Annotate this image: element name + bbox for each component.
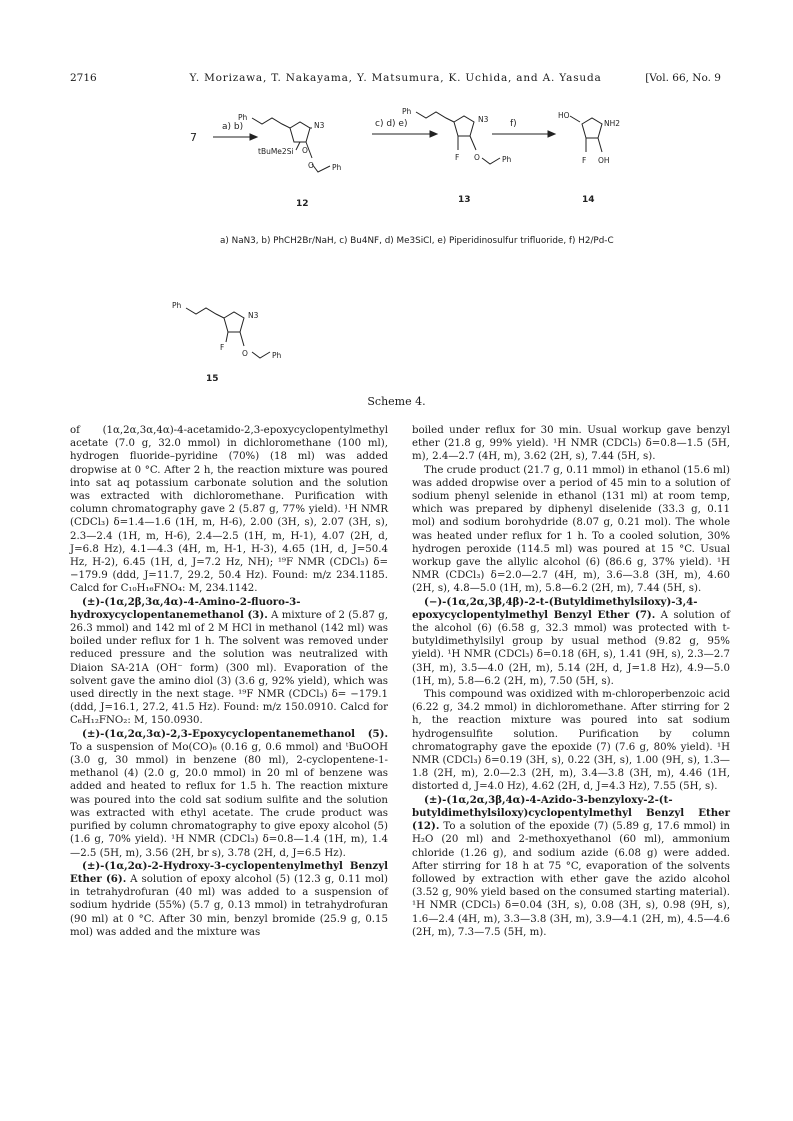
compound-15-number: 15 <box>206 374 219 384</box>
azide-label: N3 <box>314 121 325 130</box>
reaction-arrow-3-head <box>548 131 555 137</box>
paragraph-text: boiled under reflux for 30 min. Usual workup gave benzyl ether (21.8 g, 99% yield). ¹H NMR (CDCl₃) δ=0.8—1.5 (5H, m), 2.4—2.7 (4H, m), 3.62 (2H, s), 7.44 (5H, s). <box>412 425 730 463</box>
author-line: Y. Morizawa, T. Nakayama, Y. Matsumura, K. Uchida, and A. Yasuda <box>189 72 602 84</box>
paragraph <box>70 424 388 596</box>
step2-label: c) d) e) <box>375 119 408 129</box>
compound-12-ring <box>290 122 310 142</box>
azide-label: N3 <box>478 115 489 124</box>
oxygen-label: O <box>302 146 308 155</box>
reaction-arrow-2-head <box>430 131 437 137</box>
compound-13-chain <box>416 112 454 122</box>
paragraph <box>412 464 730 596</box>
azide-label: N3 <box>248 311 259 320</box>
start-compound-label: 7 <box>190 131 197 144</box>
compound-12-chain <box>252 118 290 128</box>
paragraph <box>70 596 388 728</box>
paragraph <box>412 794 730 939</box>
paragraph-text: To a solution of the epoxide (7) (5.89 g, 17.6 mmol) in H₂O (20 ml) and 2-methoxyethanol (60 ml), ammonium chloride (1.26 g), and sodium azide (6.08 g) were added. After stirring for 18 h at 75 °C, evaporation of the solvents followed by extraction with ether gave the azido alcohol (3.52 g, 90% yield based on the consumed starting material). ¹H NMR (CDCl₃) δ=0.04 (3H, s), 0.08 (3H, s), 0.98 (9H, s), 1.6—2.4 (4H, m), 3.3—3.8 (3H, m), 3.9—4.1 (2H, m), 4.5—4.6 (2H, m), 7.3—7.5 (5H, m). <box>412 821 730 938</box>
compound-12-number: 12 <box>296 199 309 209</box>
step3-label: f) <box>510 119 517 129</box>
compound-heading: (±)-(1α,2β,3α,4α)-4-Amino-2-fluoro-3-hydroxycyclopentanemethanol (3). <box>70 595 301 621</box>
fluorine-label: F <box>455 153 460 162</box>
ph-label: Ph <box>172 301 182 310</box>
paragraph-text: A mixture of 2 (5.87 g, 26.3 mmol) and 142 ml of 2 M HCl in methanol (142 ml) was boiled under reflux for 1 h. The solvent was removed under reduced pressure and the solution was neutralized with Diaion SA-21A (OH⁻ form) (300 ml). Evaporation of the solvent gave the amino diol (3) (3.6 g, 92% yield), which was used directly in the next stage. ¹⁹F NMR (CDCl₃) δ= −179.1 (ddd, J=16.1, 27.2, 41.5 Hz). Found: m/z 150.0910. Calcd for C₆H₁₂FNO₂: M, 150.0930. <box>70 609 388 727</box>
compound-14-number: 14 <box>582 195 595 205</box>
oxygen-label: O <box>308 161 314 170</box>
compound-heading: (±)-(1α,2α)-2-Hydroxy-3-cyclopentenylmethyl Benzyl Ether (6). <box>70 859 388 885</box>
paragraph <box>70 728 388 860</box>
step1-label: a) b) <box>222 122 244 132</box>
paragraph-text: A solution of epoxy alcohol (5) (12.3 g, 0.11 mol) in tetrahydrofuran (40 ml) was added to a suspension of sodium hydride (55%) (5.7 g, 0.13 mmol) in tetrahydrofuran (90 ml) at 0 °C. After 30 min, benzyl bromide (25.9 g, 0.15 mol) was added and the mixture was <box>70 873 388 938</box>
paragraph-text: This compound was oxidized with m-chloroperbenzoic acid (6.22 g, 34.2 mmol) in dichloromethane. After stirring for 2 h, the reaction mixture was poured into sat sodium hydrogensulfite solution. Purification by column chromatography gave the epoxide (7) (7.6 g, 80% yield). ¹H NMR (CDCl₃) δ=0.19 (3H, s), 0.22 (3H, s), 1.00 (9H, s), 1.3—1.8 (2H, m), 2.0—2.3 (2H, m), 3.4—3.8 (3H, m), 4.46 (1H, distorted d, J=4.0 Hz), 4.62 (2H, d, J=4.3 Hz), 7.55 (5H, s). <box>412 689 730 793</box>
left-column <box>70 424 388 939</box>
paragraph <box>412 424 730 464</box>
oxygen-label: O <box>474 153 480 162</box>
hydroxyl-label: HO <box>558 111 570 120</box>
amine-label: NH2 <box>604 119 621 128</box>
fluorine-label: F <box>582 156 587 165</box>
fluorine-label: F <box>220 343 225 352</box>
reaction-scheme <box>0 0 793 400</box>
paragraph-text: of (1α,2α,3α,4α)-4-acetamido-2,3-epoxycyclopentylmethyl acetate (7.0 g, 32.0 mmol) in dichloromethane (100 ml), hydrogen fluoride–pyridine (70%) (18 ml) was added dropwise at 0 °C. After 2 h, the reaction mixture was poured into sat aq potassium carbonate solution and the solution was extracted with dichloromethane. Purification with column chromatography gave 2 (5.87 g, 77% yield). ¹H NMR (CDCl₃) δ=1.4—1.6 (1H, m, H-6), 2.00 (3H, s), 2.07 (3H, s), 2.3—2.4 (1H, m, H-6), 2.4—2.5 (1H, m, H-1), 4.07 (2H, d, J=6.8 Hz), 4.1—4.3 (4H, m, H-1, H-3), 4.65 (1H, d, J=50.4 Hz, H-2), 6.45 (1H, d, J=7.2 Hz, NH); ¹⁹F NMR (CDCl₃) δ= −179.9 (ddd, J=11.7, 29.2, 50.4 Hz). Found: m/z 234.1185. Calcd for C₁₀H₁₆FNO₄: M, 234.1142. <box>70 425 388 595</box>
silyl-label: tBuMe2Si <box>258 147 294 156</box>
paragraph <box>412 596 730 688</box>
page-number: 2716 <box>70 72 97 84</box>
volume-label: [Vol. 66, No. 9 <box>645 72 721 84</box>
paragraph-text: A solution of the alcohol (6) (6.58 g, 32.3 mmol) was protected with t-butyldimethylsilyl group by usual method (9.82 g, 95% yield). ¹H NMR (CDCl₃) δ=0.18 (6H, s), 1.41 (9H, s), 2.3—2.7 (3H, m), 3.5—4.0 (2H, m), 5.14 (2H, d, J=1.8 Hz), 4.9—5.0 (1H, m), 5.8—6.2 (2H, m), 7.50 (5H, s). <box>412 609 730 687</box>
compound-heading: (−)-(1α,2α,3β,4β)-2-t-(Butyldimethylsiloxy)-3,4-epoxycyclopentylmethyl Benzyl Ether (7). <box>412 595 698 621</box>
compound-heading: (±)-(1α,2α,3α)-2,3-Epoxycyclopentanemethanol (5). <box>82 727 388 740</box>
reagent-list: a) NaN3, b) PhCH2Br/NaH, c) Bu4NF, d) Me3SiCl, e) Piperidinosulfur trifluoride, f) H2/Pd-C <box>220 236 614 246</box>
hydroxyl-label: OH <box>598 156 610 165</box>
compound-heading: (±)-(1α,2α,3β,4α)-4-Azido-3-benzyloxy-2-(t-butyldimethylsiloxy)cyclopentylmethyl Benzyl Ether (12). <box>412 793 730 833</box>
ph-label: Ph <box>238 113 248 122</box>
ph-label: Ph <box>502 155 512 164</box>
compound-15-chain <box>186 308 224 318</box>
reaction-arrow-1-head <box>250 134 257 140</box>
compound-15-ring <box>224 312 244 332</box>
ph-label: Ph <box>272 351 282 360</box>
compound-14-ring <box>582 118 602 138</box>
compound-13-number: 13 <box>458 195 471 205</box>
ph-label: Ph <box>402 107 412 116</box>
compound-13-ring <box>454 116 474 136</box>
paragraph <box>70 860 388 939</box>
paragraph-text: The crude product (21.7 g, 0.11 mmol) in ethanol (15.6 ml) was added dropwise over a period of 45 min to a solution of sodium phenyl selenide in ethanol (131 ml) at room temp, which was prepared by diphenyl diselenide (33.3 g, 0.11 mol) and sodium borohydride (8.07 g, 0.21 mol). The whole was heated under reflux for 1 h. To a cooled solution, 30% hydrogen peroxide (114.5 ml) was poured at 15 °C. Usual workup gave the allylic alcohol (6) (86.6 g, 37% yield). ¹H NMR (CDCl₃) δ=2.0—2.7 (4H, m), 3.6—3.8 (3H, m), 4.60 (2H, s), 4.8—5.0 (1H, m), 5.8—6.2 (2H, m), 7.44 (5H, s). <box>412 464 730 595</box>
scheme-caption: Scheme 4. <box>367 395 426 408</box>
paragraph-text: To a suspension of Mo(CO)₆ (0.16 g, 0.6 mmol) and ᵗBuOOH (3.0 g, 30 mmol) in benzene (80 ml), 2-cyclopentene-1-methanol (4) (2.0 g, 20.0 mmol) in 20 ml of benzene was added and heated to reflux for 1.5 h. The reaction mixture was poured into the cold sat sodium sulfite and the solution was extracted with ethyl acetate. The crude product was purified by column chromatography to give epoxy alcohol (5) (1.6 g, 70% yield). ¹H NMR (CDCl₃) δ=0.8—1.4 (1H, m), 1.4—2.5 (5H, m), 3.56 (2H, br s), 3.78 (2H, d, J=6.5 Hz). <box>70 741 388 859</box>
oxygen-label: O <box>242 349 248 358</box>
right-column <box>412 424 730 939</box>
ph-label: Ph <box>332 163 342 172</box>
paragraph <box>412 688 730 794</box>
